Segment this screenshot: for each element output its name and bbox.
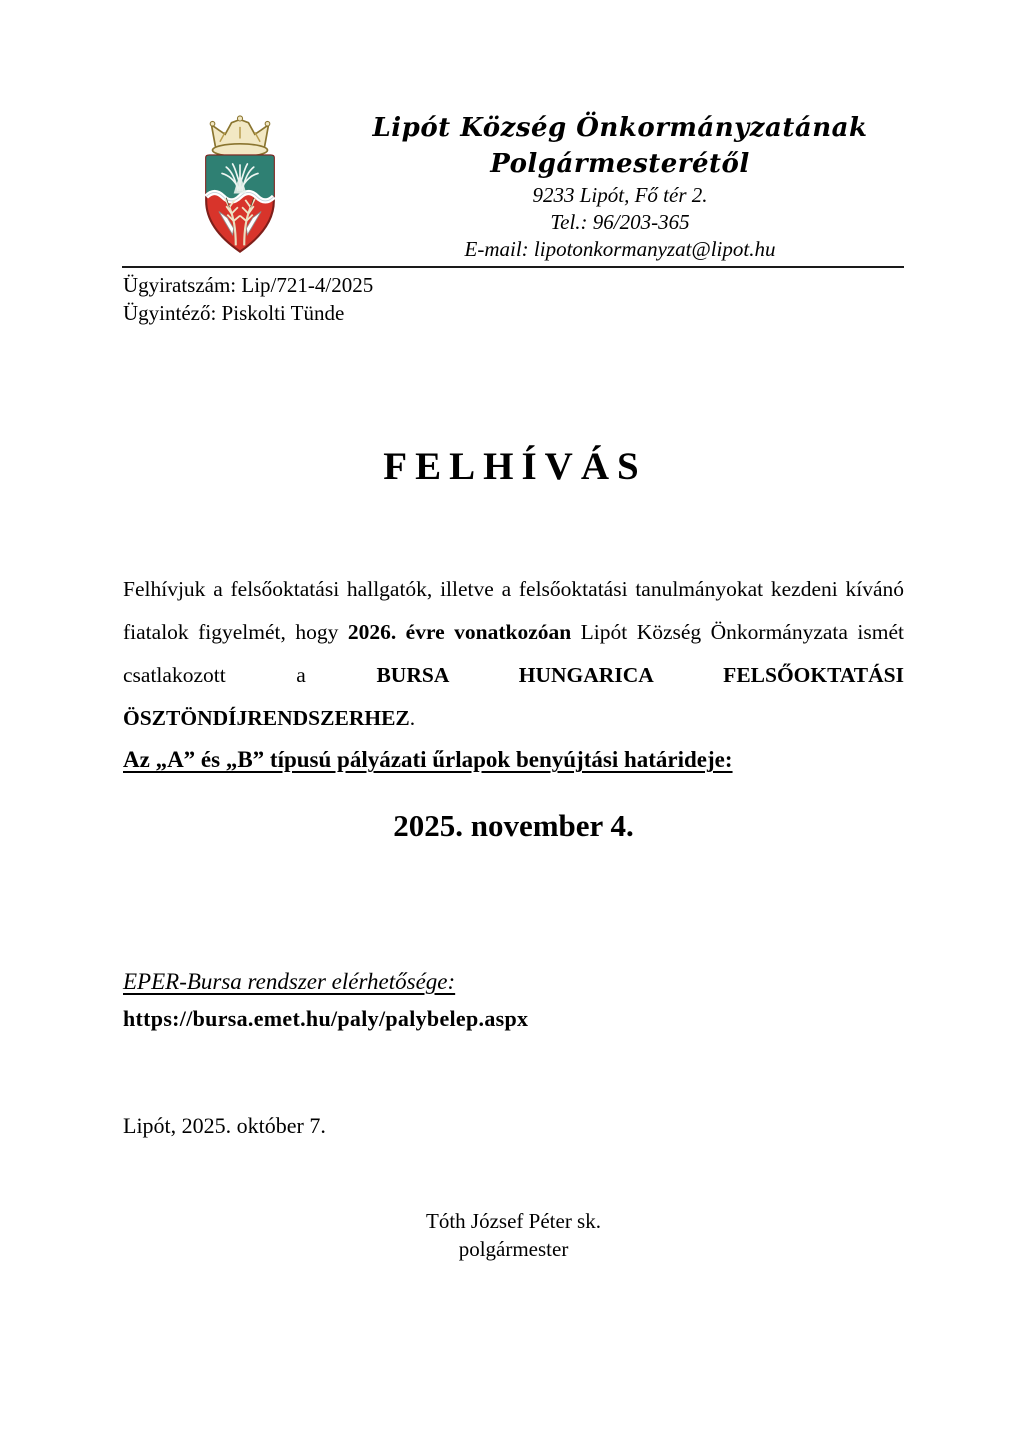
org-phone: Tel.: 96/203-365 — [550, 210, 690, 234]
body-text-2: Lipót Község Önkormányzata ismét csatlakozott a — [123, 619, 904, 687]
deadline-date: 2025. november 4. — [393, 808, 634, 843]
eper-system-url: https://bursa.emet.hu/paly/palybelep.aspx — [123, 1006, 529, 1031]
lipot-coat-of-arms-icon — [186, 110, 294, 258]
org-address: 9233 Lipót, Fő tér 2. — [532, 183, 708, 207]
org-email: E-mail: lipotonkormanyzat@lipot.hu — [464, 237, 776, 261]
clerk-name: Ügyintéző: Piskolti Tünde — [123, 301, 345, 325]
place-date-line: Lipót, 2025. október 7. — [123, 1113, 326, 1138]
case-number: Ügyiratszám: Lip/721-4/2025 — [123, 273, 374, 297]
signature-block — [123, 1207, 904, 1263]
body-text-year-bold: 2026. évre vonatkozóan — [347, 619, 572, 644]
letterhead — [330, 110, 910, 263]
body-paragraph — [123, 568, 904, 740]
org-name-line1: Lipót Község Önkormányzatának — [372, 113, 868, 143]
eper-system-label: EPER-Bursa rendszer elérhetősége: — [123, 969, 456, 994]
document-title: FELHÍVÁS — [383, 445, 647, 488]
deadline-heading: Az „A” és „B” típusú pályázati űrlapok benyújtási határideje: — [123, 747, 733, 772]
reference-block — [123, 271, 373, 327]
org-name-line2: Polgármesterétől — [490, 149, 750, 179]
body-text-1: Felhívjuk a felsőoktatási hallgatók, illetve a felsőoktatási tanulmányokat kezdeni kívánó fiatalok figyelmét, hogy — [123, 576, 904, 644]
header-divider — [122, 266, 904, 268]
body-text-period: . — [409, 705, 416, 730]
signer-role: polgármester — [458, 1237, 569, 1261]
signer-name: Tóth József Péter sk. — [426, 1209, 601, 1233]
body-text-bursa-bold: BURSA HUNGARICA FELSŐOKTATÁSI ÖSZTÖNDÍJRENDSZERHEZ — [123, 662, 904, 730]
